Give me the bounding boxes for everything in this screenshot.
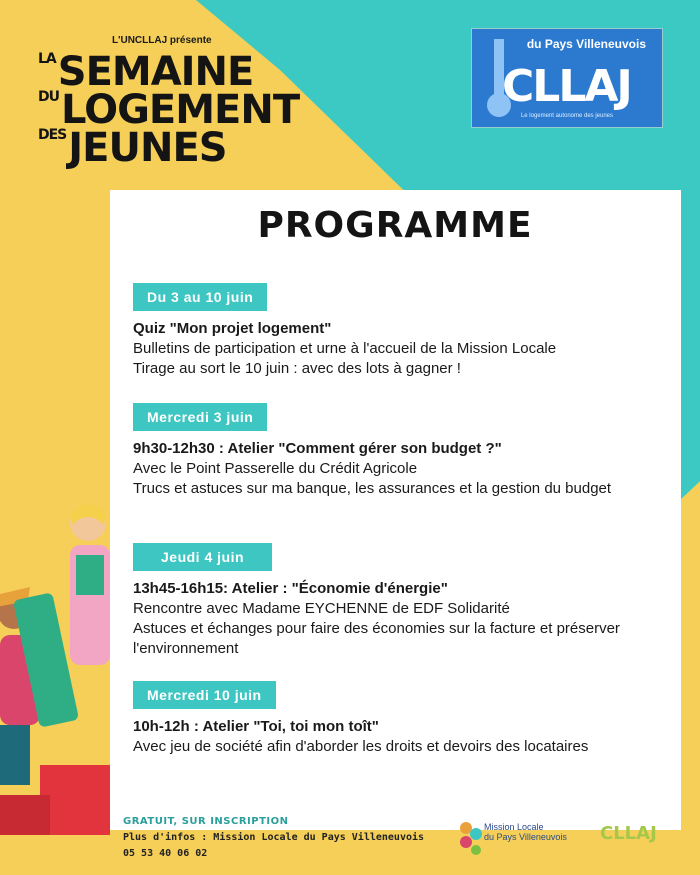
programme-section-4	[133, 681, 663, 757]
activity-detail: Bulletins de participation et urne à l'accueil de la Mission Locale	[133, 340, 557, 357]
phone-number: 05 53 40 06 02	[123, 848, 208, 859]
date-tag: Jeudi 4 juin	[133, 543, 272, 571]
activity-detail: Avec jeu de société afin d'aborder les droits et devoirs des locataires	[133, 738, 589, 755]
activity-title: 13h45-16h15: Atelier : "Économie d'énergie"	[133, 580, 448, 597]
activity-detail: Rencontre avec Madame EYCHENNE de EDF Solidarité	[133, 600, 510, 617]
illustration-people-moving	[0, 495, 110, 835]
info-text: Plus d'infos : Mission Locale du Pays Villeneuvois	[123, 832, 425, 843]
free-registration: GRATUIT, SUR INSCRIPTION	[123, 816, 289, 827]
logo-wordmark: CLLAJ	[502, 61, 631, 112]
ml-region: du Pays Villeneuvois	[484, 832, 567, 842]
programme-section-2	[133, 403, 663, 499]
ml-name: Mission Locale	[484, 822, 544, 832]
programme-section-3	[133, 543, 663, 659]
mission-locale-logo	[458, 820, 578, 862]
event-title-line-2: DULOGEMENT	[38, 87, 300, 133]
activity-detail: Tirage au sort le 10 juin : avec des lots à gagner !	[133, 360, 461, 377]
presenter-text: L'UNCLLAJ présente	[112, 35, 212, 46]
mission-locale-icon	[458, 820, 482, 856]
logo-region-text: du Pays Villeneuvois	[526, 37, 646, 51]
activity-title: Quiz "Mon projet logement"	[133, 320, 332, 337]
activity-detail: Trucs et astuces sur ma banque, les assurances et la gestion du budget	[133, 480, 612, 497]
cllaj-mini-logo: CLLAJ	[600, 823, 657, 844]
footer-info	[123, 814, 424, 862]
activity-title: 9h30-12h30 : Atelier "Comment gérer son budget ?"	[133, 440, 502, 457]
event-title-line-3: DESJEUNES	[38, 125, 227, 171]
activity-detail: Astuces et échanges pour faire des économies sur la facture et préserver l'environnement	[133, 620, 620, 657]
logo-tagline: Le logement autonome des jeunes	[520, 113, 614, 119]
programme-title: PROGRAMME	[257, 205, 533, 246]
activity-detail: Avec le Point Passerelle du Crédit Agricole	[133, 460, 418, 477]
activity-title: 10h-12h : Atelier "Toi, toi mon toît"	[133, 718, 379, 735]
date-tag: Du 3 au 10 juin	[133, 283, 267, 311]
date-tag: Mercredi 10 juin	[133, 681, 276, 709]
cllaj-logo	[471, 28, 663, 128]
programme-section-1	[133, 283, 663, 379]
date-tag: Mercredi 3 juin	[133, 403, 267, 431]
event-title-line-1: LASEMAINE	[38, 49, 254, 95]
